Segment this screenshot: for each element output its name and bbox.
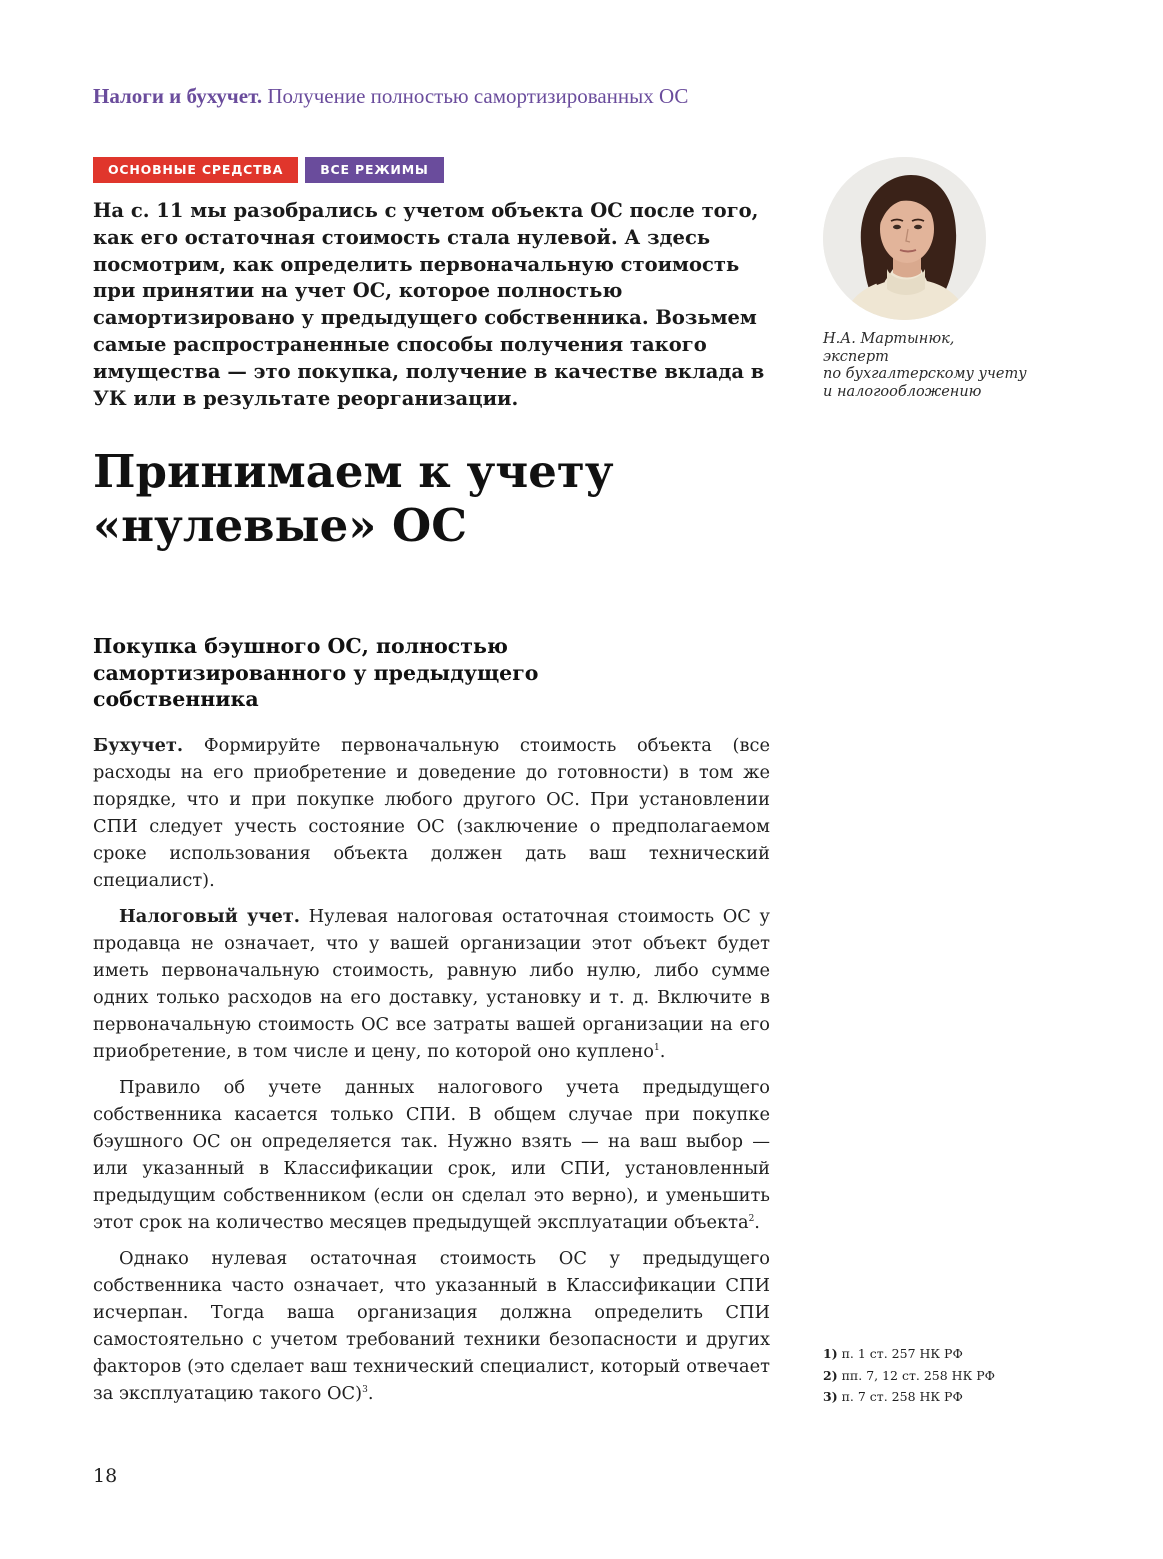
- footnotes: [823, 1343, 1063, 1408]
- title-line: «нулевые» ОС: [93, 499, 468, 552]
- article-body: [93, 732, 770, 1416]
- author-role-line: и налогообложению: [823, 383, 982, 400]
- article-title: [93, 445, 793, 553]
- footnote-number: 2): [823, 1367, 838, 1383]
- lead-paragraph: На с. 11 мы разобрались с учетом объекта ОС после того, как его остаточная стоимость стала нулевой. А здесь посмотрим, как определить первоначальную стоимость при принятии на учет ОС, которое полностью самортизировано у предыдущего собственника. Возьмем самые распространенные способы получения такого имущества — это покупка, получение в качестве вклада в УК или в результате реорганизации.: [93, 199, 765, 410]
- footnote-number: 3): [823, 1389, 838, 1404]
- footnote-number: 1): [823, 1346, 838, 1361]
- tag-all-regimes: ВСЕ РЕЖИМЫ: [305, 157, 443, 183]
- page-number: 18: [93, 1465, 118, 1487]
- paragraph-end: .: [367, 1383, 374, 1404]
- paragraph-zero-residual: [93, 1245, 770, 1407]
- paragraph-text: Правило об учете данных налогового учета предыдущего собственника касается только СПИ. В общем случае при покупке бэушного ОС он определяется так. Нужно взять — на ваш выбор — или указанный в Классификации срок, или СПИ, установленный предыдущим собственником (если он сделал это верно), и уменьшить этот срок на количество месяцев предыдущей эксплуатации объекта: [93, 1077, 770, 1233]
- title-line: Принимаем к учету: [93, 445, 614, 498]
- footnote-text: п. 1 ст. 257 НК РФ: [837, 1346, 963, 1361]
- author-name: Н.А. Мартынюк,: [823, 331, 955, 347]
- topic-tags: [93, 157, 444, 183]
- paragraph-text: Однако нулевая остаточная стоимость ОС у предыдущего собственника часто означает, что указанный в Классификации СПИ исчерпан. Тогда ваша организация должна определить СПИ самостоятельно с учетом требований техники безопасности и других факторов (это сделает ваш технический специалист, который отвечает за эксплуатацию такого ОС): [93, 1248, 770, 1404]
- author-photo: [823, 157, 986, 320]
- footnote-text: п. 7 ст. 258 НК РФ: [837, 1389, 963, 1404]
- author-role-line: эксперт: [823, 348, 889, 365]
- paragraph-end: .: [659, 1041, 666, 1062]
- footnote-item: [823, 1386, 1063, 1408]
- paragraph-text: Формируйте первоначальную стоимость объекта (все расходы на его приобретение и доведение до готовности) в том же порядке, что и при покупке любого другого ОС. При установлении СПИ следует учесть состояние ОС (заключение о предполагаемом сроке использования объекта должен дать ваш технический специалист).: [93, 735, 770, 891]
- subhead-line: самортизированного у предыдущего: [93, 660, 539, 685]
- section-heading: [93, 633, 693, 713]
- subhead-line: Покупка бэушного ОС, полностью: [93, 634, 508, 658]
- author-portrait-image: [823, 157, 986, 320]
- subhead-line: собственника: [93, 687, 259, 711]
- header-section: Налоги и бухучет.: [93, 84, 263, 108]
- tag-fixed-assets: ОСНОВНЫЕ СРЕДСТВА: [93, 157, 298, 183]
- paragraph-text: Нулевая налоговая остаточная стоимость ОС у продавца не означает, что у вашей организации этот объект будет иметь первоначальную стоимость, равную либо нулю, либо сумме одних только расходов на его доставку, установку и т. д. Включите в первоначальную стоимость ОС все затраты вашей организации на его приобретение, в том числе и цену, по которой оно куплено: [93, 906, 771, 1062]
- running-header: [93, 84, 688, 109]
- paragraph-useful-life-rule: [93, 1074, 770, 1236]
- footnote-ref: 3: [362, 1385, 368, 1396]
- author-caption: [823, 331, 1043, 401]
- paragraph-accounting: [93, 732, 770, 894]
- paragraph-tax-accounting: [93, 903, 770, 1065]
- footnote-item: [823, 1365, 1063, 1387]
- paragraph-label: Налоговый учет.: [119, 906, 300, 927]
- paragraph-label: Бухучет.: [93, 735, 184, 756]
- header-topic: Получение полностью самортизированных ОС: [267, 84, 689, 108]
- paragraph-end: .: [754, 1212, 760, 1233]
- author-role-line: по бухгалтерскому учету: [823, 366, 1027, 382]
- footnote-item: [823, 1343, 1063, 1365]
- footnote-ref: 2: [748, 1214, 755, 1225]
- footnote-ref: 1: [653, 1043, 660, 1054]
- footnote-text: пп. 7, 12 ст. 258 НК РФ: [837, 1367, 996, 1383]
